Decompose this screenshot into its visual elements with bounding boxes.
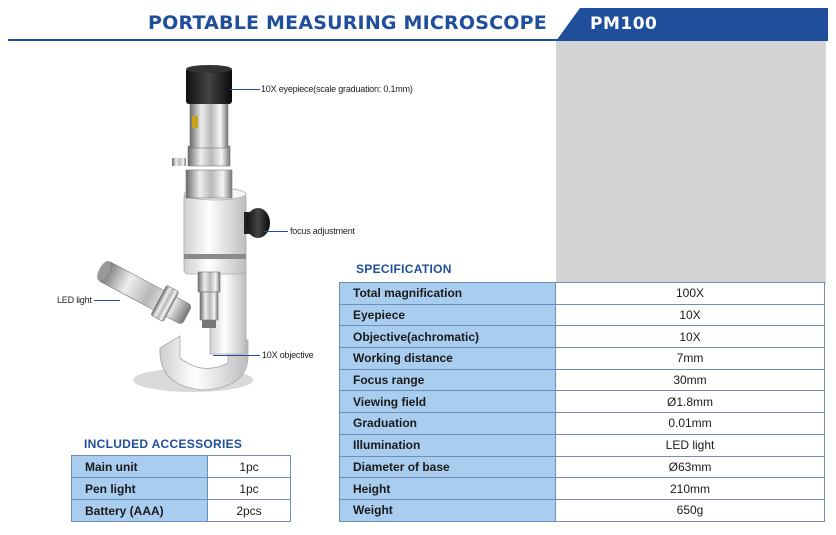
accessory-row	[72, 500, 291, 522]
spec-row-value: 0.01mm	[556, 413, 825, 435]
accessories-table	[71, 455, 291, 522]
spec-row	[340, 326, 825, 348]
spec-row-value: 210mm	[556, 478, 825, 500]
spec-row-value: LED light	[556, 434, 825, 456]
model-name: PM100	[590, 14, 658, 34]
spec-row-value: 7mm	[556, 348, 825, 370]
spec-row-label: Graduation	[340, 413, 556, 435]
spec-row-value: 650g	[556, 499, 825, 521]
page-title: PORTABLE MEASURING MICROSCOPE	[148, 12, 547, 34]
gray-background-panel	[556, 40, 826, 284]
led-callout: LED light	[57, 295, 92, 305]
accessory-row-value: 1pc	[208, 456, 291, 478]
spec-row-value: 30mm	[556, 369, 825, 391]
spec-row	[340, 369, 825, 391]
eyepiece-callout-line	[230, 89, 260, 90]
accessory-row-label: Pen light	[72, 478, 208, 500]
spec-row	[340, 499, 825, 521]
title-underline	[8, 39, 568, 41]
accessory-row-value: 2pcs	[208, 500, 291, 522]
spec-row	[340, 434, 825, 456]
spec-row-value: Ø1.8mm	[556, 391, 825, 413]
spec-row-label: Illumination	[340, 434, 556, 456]
spec-row-value: Ø63mm	[556, 456, 825, 478]
microscope-illustration	[88, 58, 278, 398]
objective-callout-line	[213, 355, 260, 356]
spec-row-label: Focus range	[340, 369, 556, 391]
spec-row	[340, 456, 825, 478]
spec-row-label: Objective(achromatic)	[340, 326, 556, 348]
spec-row	[340, 304, 825, 326]
spec-row-label: Weight	[340, 499, 556, 521]
spec-row	[340, 348, 825, 370]
specification-heading: SPECIFICATION	[356, 262, 452, 276]
spec-row-label: Height	[340, 478, 556, 500]
spec-row-value: 10X	[556, 304, 825, 326]
specification-table	[339, 282, 825, 522]
accessory-row-label: Battery (AAA)	[72, 500, 208, 522]
accessory-row-label: Main unit	[72, 456, 208, 478]
spec-row-value: 10X	[556, 326, 825, 348]
accessory-row	[72, 456, 291, 478]
eyepiece-callout: 10X eyepiece(scale graduation: 0.1mm)	[261, 84, 413, 94]
spec-row	[340, 283, 825, 305]
accessory-row-value: 1pc	[208, 478, 291, 500]
spec-row-label: Diameter of base	[340, 456, 556, 478]
focus-callout: focus adjustment	[290, 226, 355, 236]
focus-callout-line	[264, 231, 288, 232]
spec-row	[340, 391, 825, 413]
spec-row-label: Working distance	[340, 348, 556, 370]
spec-row	[340, 413, 825, 435]
objective-callout: 10X objective	[262, 350, 314, 360]
spec-row-value: 100X	[556, 283, 825, 305]
accessory-row	[72, 478, 291, 500]
spec-row-label: Viewing field	[340, 391, 556, 413]
spec-row	[340, 478, 825, 500]
accessories-heading: INCLUDED ACCESSORIES	[84, 437, 243, 451]
spec-row-label: Total magnification	[340, 283, 556, 305]
spec-row-label: Eyepiece	[340, 304, 556, 326]
led-callout-line	[94, 300, 120, 301]
